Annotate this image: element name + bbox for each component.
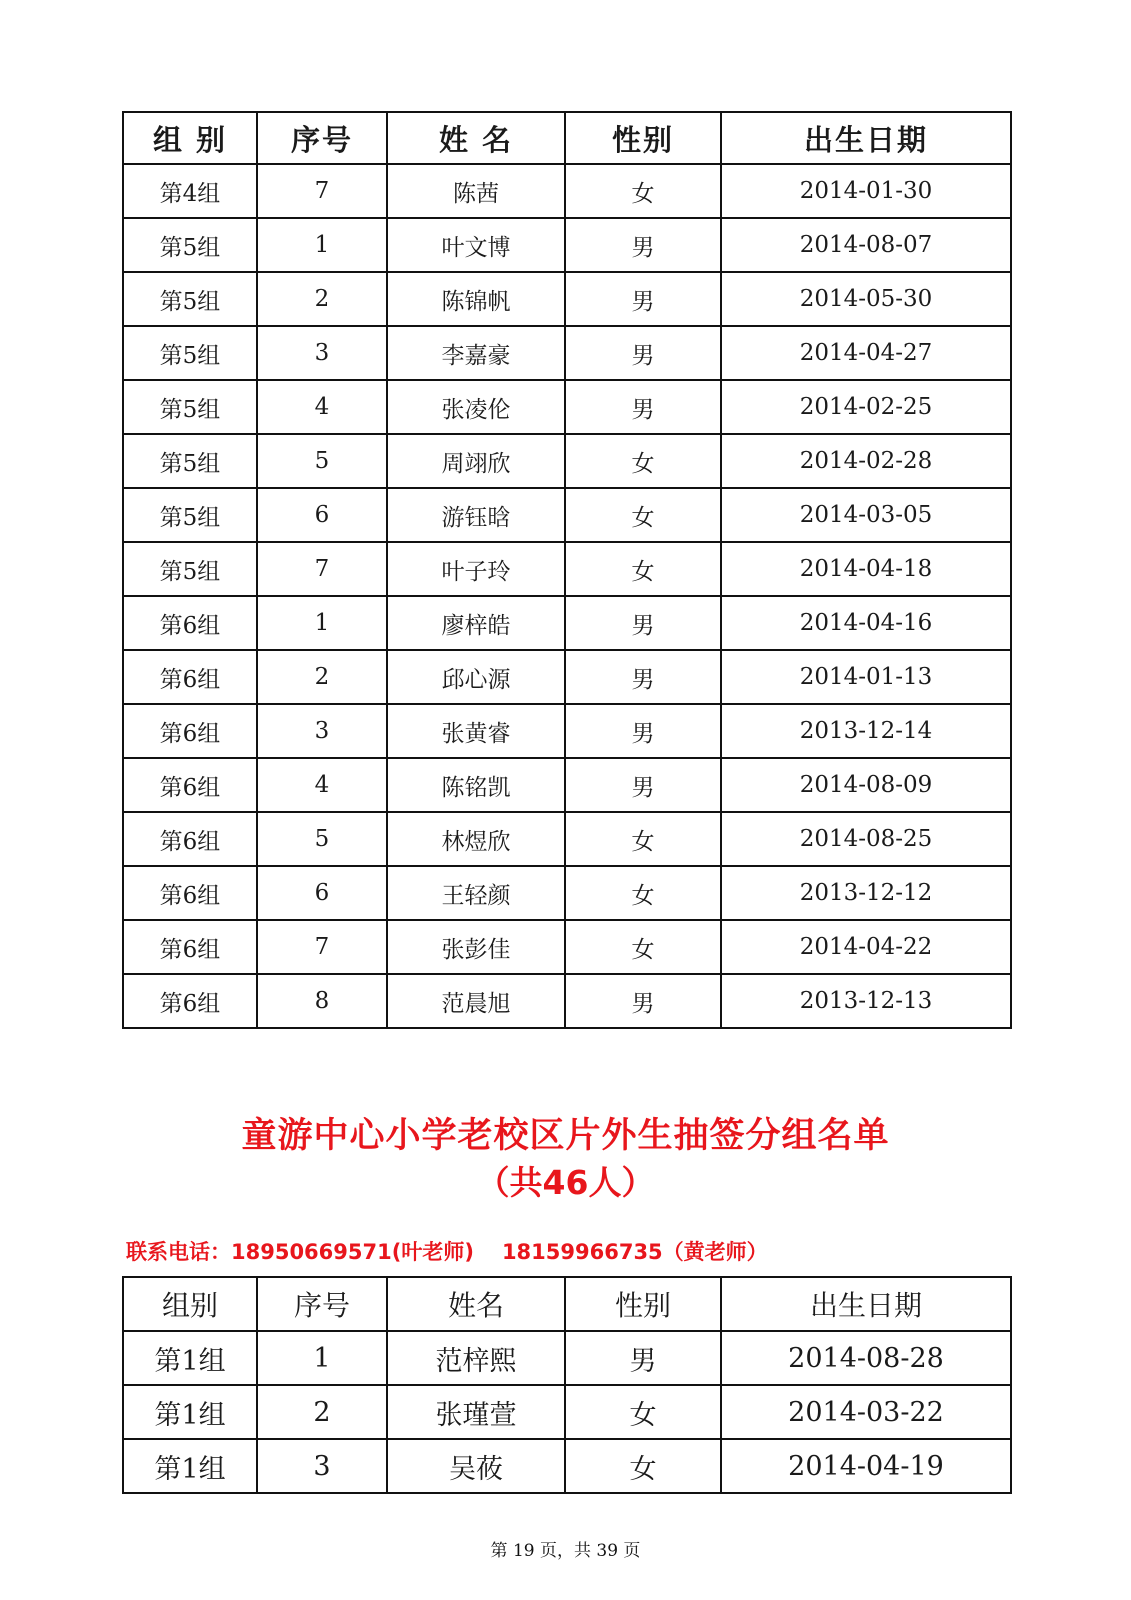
cell-number: 3 [257,704,387,758]
cell-gender: 男 [565,380,721,434]
cell-group: 第5组 [123,272,257,326]
table-row [123,650,1011,704]
table-row [123,812,1011,866]
cell-number: 7 [257,542,387,596]
cell-number: 7 [257,164,387,218]
cell-group: 第6组 [123,650,257,704]
table-row [123,596,1011,650]
cell-name: 林煜欣 [387,812,565,866]
table-row [123,488,1011,542]
cell-number: 2 [257,1385,387,1439]
cell-birthdate: 2014-01-13 [721,650,1011,704]
cell-gender: 女 [565,1385,721,1439]
cell-birthdate: 2014-08-25 [721,812,1011,866]
cell-birthdate: 2013-12-14 [721,704,1011,758]
contact-phone-ye: 联系电话：18950669571(叶老师) [126,1240,474,1264]
cell-gender: 女 [565,866,721,920]
cell-group: 第6组 [123,974,257,1028]
cell-birthdate: 2014-04-22 [721,920,1011,974]
contact-phone-huang: 18159966735（黄老师） [501,1240,768,1264]
table-row [123,704,1011,758]
cell-gender: 男 [565,704,721,758]
cell-name: 李嘉豪 [387,326,565,380]
cell-name: 王轻颜 [387,866,565,920]
cell-group: 第6组 [123,758,257,812]
roster-subtitle: （共46人） [476,1163,655,1202]
cell-name: 张瑾萱 [387,1385,565,1439]
cell-gender: 女 [565,164,721,218]
roster-table-continued [122,111,1012,1029]
table-row [123,380,1011,434]
cell-group: 第1组 [123,1331,257,1385]
table-row [123,974,1011,1028]
cell-group: 第5组 [123,326,257,380]
table-row [123,1331,1011,1385]
cell-birthdate: 2014-03-05 [721,488,1011,542]
cell-gender: 男 [565,272,721,326]
cell-birthdate: 2014-04-16 [721,596,1011,650]
cell-name: 陈铭凯 [387,758,565,812]
cell-birthdate: 2014-04-27 [721,326,1011,380]
cell-number: 8 [257,974,387,1028]
cell-name: 周翊欣 [387,434,565,488]
cell-gender: 男 [565,974,721,1028]
cell-name: 范晨旭 [387,974,565,1028]
cell-number: 5 [257,434,387,488]
header-name: 姓 名 [387,112,565,164]
cell-gender: 女 [565,542,721,596]
table-row [123,920,1011,974]
cell-group: 第6组 [123,704,257,758]
cell-group: 第5组 [123,380,257,434]
cell-name: 叶文博 [387,218,565,272]
table-row [123,326,1011,380]
cell-number: 1 [257,1331,387,1385]
cell-gender: 女 [565,434,721,488]
cell-gender: 男 [565,326,721,380]
table-row [123,218,1011,272]
cell-name: 陈茜 [387,164,565,218]
contact-line [126,1236,796,1266]
cell-number: 1 [257,218,387,272]
header-gender: 性别 [565,112,721,164]
cell-gender: 女 [565,1439,721,1493]
cell-gender: 女 [565,488,721,542]
cell-name: 邱心源 [387,650,565,704]
cell-number: 6 [257,488,387,542]
cell-gender: 男 [565,596,721,650]
roster-table-new [122,1276,1012,1494]
cell-birthdate: 2014-03-22 [721,1385,1011,1439]
cell-birthdate: 2014-05-30 [721,272,1011,326]
header-number: 序号 [257,112,387,164]
cell-number: 2 [257,650,387,704]
cell-birthdate: 2014-02-28 [721,434,1011,488]
cell-number: 6 [257,866,387,920]
page-footer: 第 19 页，共 39 页 [490,1541,641,1561]
cell-name: 游钰晗 [387,488,565,542]
cell-gender: 男 [565,218,721,272]
cell-number: 3 [257,326,387,380]
table-row [123,542,1011,596]
cell-gender: 男 [565,758,721,812]
header-name: 姓名 [387,1277,565,1331]
cell-name: 张凌伦 [387,380,565,434]
cell-birthdate: 2014-08-07 [721,218,1011,272]
cell-number: 5 [257,812,387,866]
header-birthdate: 出生日期 [721,1277,1011,1331]
cell-birthdate: 2014-04-19 [721,1439,1011,1493]
cell-group: 第5组 [123,542,257,596]
cell-number: 3 [257,1439,387,1493]
cell-birthdate: 2014-08-09 [721,758,1011,812]
cell-group: 第6组 [123,920,257,974]
cell-number: 4 [257,380,387,434]
cell-gender: 男 [565,1331,721,1385]
cell-name: 廖梓皓 [387,596,565,650]
cell-name: 张黄睿 [387,704,565,758]
header-gender: 性别 [565,1277,721,1331]
cell-birthdate: 2014-04-18 [721,542,1011,596]
table-row [123,1439,1011,1493]
cell-group: 第5组 [123,218,257,272]
cell-group: 第6组 [123,812,257,866]
cell-birthdate: 2014-02-25 [721,380,1011,434]
table-row [123,866,1011,920]
cell-name: 范梓熙 [387,1331,565,1385]
cell-birthdate: 2014-08-28 [721,1331,1011,1385]
cell-name: 张彭佳 [387,920,565,974]
header-number: 序号 [257,1277,387,1331]
cell-group: 第4组 [123,164,257,218]
cell-name: 陈锦帆 [387,272,565,326]
table-row [123,1385,1011,1439]
cell-group: 第1组 [123,1385,257,1439]
table-header-row [123,112,1011,164]
cell-group: 第6组 [123,596,257,650]
cell-name: 叶子玲 [387,542,565,596]
header-group: 组 别 [123,112,257,164]
cell-number: 2 [257,272,387,326]
cell-gender: 女 [565,920,721,974]
cell-group: 第1组 [123,1439,257,1493]
cell-group: 第5组 [123,488,257,542]
table-row [123,758,1011,812]
cell-birthdate: 2013-12-12 [721,866,1011,920]
cell-name: 吴莜 [387,1439,565,1493]
table-row [123,164,1011,218]
header-group: 组别 [123,1277,257,1331]
cell-number: 1 [257,596,387,650]
cell-birthdate: 2013-12-13 [721,974,1011,1028]
header-birthdate: 出生日期 [721,112,1011,164]
cell-number: 7 [257,920,387,974]
cell-group: 第5组 [123,434,257,488]
cell-number: 4 [257,758,387,812]
table-row [123,434,1011,488]
table-row [123,272,1011,326]
roster-title: 童游中心小学老校区片外生抽签分组名单 [241,1116,890,1156]
cell-gender: 男 [565,650,721,704]
table-header-row [123,1277,1011,1331]
cell-group: 第6组 [123,866,257,920]
cell-gender: 女 [565,812,721,866]
cell-birthdate: 2014-01-30 [721,164,1011,218]
